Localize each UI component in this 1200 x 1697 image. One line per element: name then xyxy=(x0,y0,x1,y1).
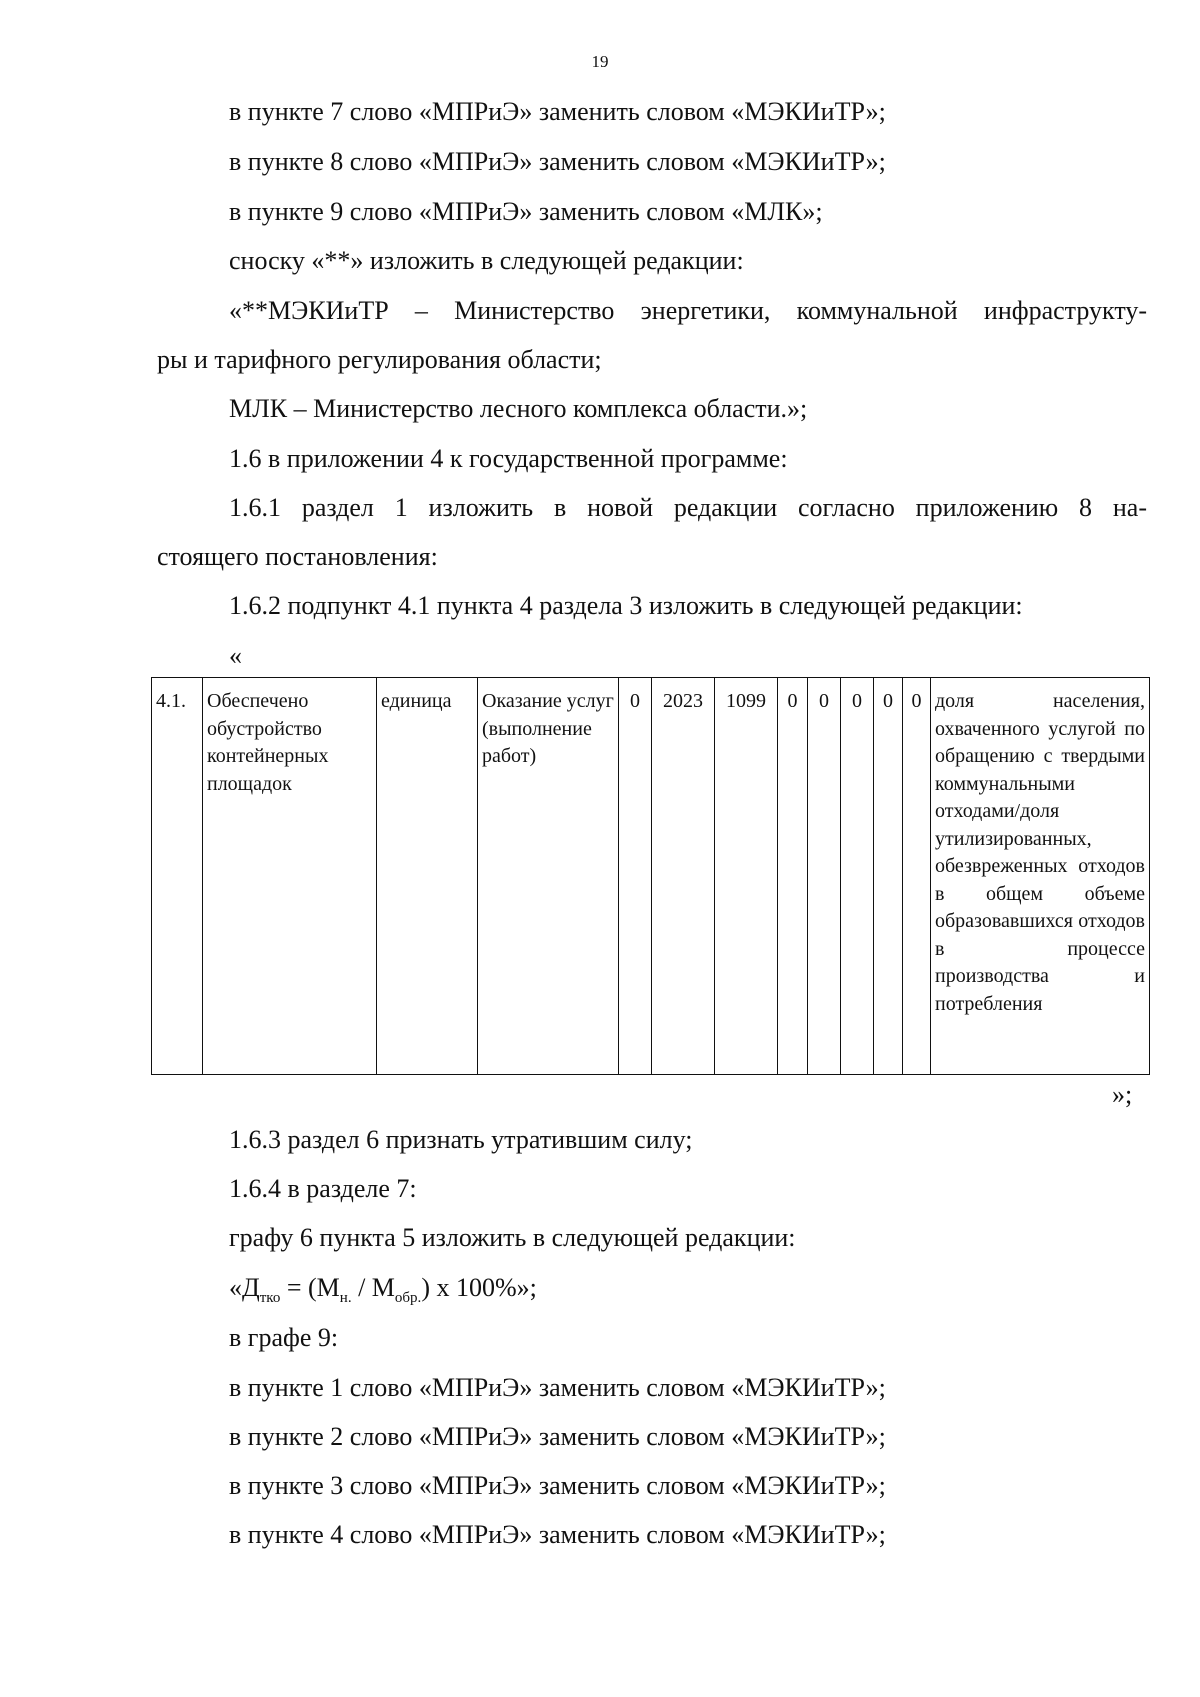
footnote-text: «**МЭКИиТР – Министерство энергетики, коммунальной инфраструкту- xyxy=(229,296,1147,325)
amendment-line: в пункте 3 слово «МПРиЭ» заменить словом «МЭКИиТР»; xyxy=(229,1471,886,1500)
amendment-line: в графе 9: xyxy=(229,1323,339,1352)
amendment-line: в пункте 8 слово «МПРиЭ» заменить словом «МЭКИиТР»; xyxy=(229,147,886,176)
formula-subscript: обр. xyxy=(394,1290,422,1307)
value-cell: 0 xyxy=(841,678,874,1075)
value-cell: 0 xyxy=(874,678,903,1075)
formula xyxy=(229,1272,537,1314)
item-number-cell: 4.1. xyxy=(152,678,203,1075)
result-name-cell: Обеспечено обустройство контейнерных площадок xyxy=(203,678,377,1075)
value-cell: 0 xyxy=(808,678,841,1075)
amendment-line: 1.6.3 раздел 6 признать утратившим силу; xyxy=(229,1125,693,1154)
page-number: 19 xyxy=(591,52,609,71)
formula-part: = (М xyxy=(280,1273,340,1302)
value-cell: 0 xyxy=(903,678,931,1075)
amendment-line: в пункте 4 слово «МПРиЭ» заменить словом «МЭКИиТР»; xyxy=(229,1520,886,1549)
type-cell: Оказание услуг (выполнение работ) xyxy=(478,678,619,1075)
indicator-cell: доля населения, охваченного услугой по обращению с твердыми коммунальными отходами/доля утилизированных, обезвреженных отходов в общем объеме образовавшихся отходов в процессе производства и потребления xyxy=(931,678,1150,1075)
quote-close: »; xyxy=(1112,1080,1133,1109)
formula-subscript: тко xyxy=(259,1290,281,1307)
amendment-line: 1.6.1 раздел 1 изложить в новой редакции согласно приложению 8 на- xyxy=(229,493,1147,522)
formula-part: / М xyxy=(351,1273,395,1302)
footnote-text-cont: ры и тарифного регулирования области; xyxy=(157,345,602,374)
amendment-line: 1.6 в приложении 4 к государственной программе: xyxy=(229,444,788,473)
footnote-text: МЛК – Министерство лесного комплекса области.»; xyxy=(229,394,808,423)
amendment-line: сноску «**» изложить в следующей редакции: xyxy=(229,246,744,275)
amendment-line: в пункте 9 слово «МПРиЭ» заменить словом «МЛК»; xyxy=(229,197,823,226)
program-table xyxy=(151,677,1150,1075)
amendment-line: в пункте 7 слово «МПРиЭ» заменить словом «МЭКИиТР»; xyxy=(229,97,886,126)
unit-cell: единица xyxy=(377,678,478,1075)
amendment-line: в пункте 1 слово «МПРиЭ» заменить словом «МЭКИиТР»; xyxy=(229,1373,886,1402)
formula-part: ) х 100%»; xyxy=(421,1273,537,1302)
value-cell: 1099 xyxy=(715,678,778,1075)
amendment-line: графу 6 пункта 5 изложить в следующей редакции: xyxy=(229,1223,796,1252)
quote-open: « xyxy=(229,641,242,670)
year-cell: 2023 xyxy=(652,678,715,1075)
value-cell: 0 xyxy=(778,678,808,1075)
amendment-line: 1.6.4 в разделе 7: xyxy=(229,1174,417,1203)
amendment-line: 1.6.2 подпункт 4.1 пункта 4 раздела 3 изложить в следующей редакции: xyxy=(229,591,1023,620)
amendment-line: в пункте 2 слово «МПРиЭ» заменить словом «МЭКИиТР»; xyxy=(229,1422,886,1451)
value-cell: 0 xyxy=(619,678,652,1075)
formula-part: «Д xyxy=(229,1273,260,1302)
amendment-line-cont: стоящего постановления: xyxy=(157,542,438,571)
formula-subscript: н. xyxy=(339,1290,352,1307)
table-row xyxy=(152,678,1150,1075)
